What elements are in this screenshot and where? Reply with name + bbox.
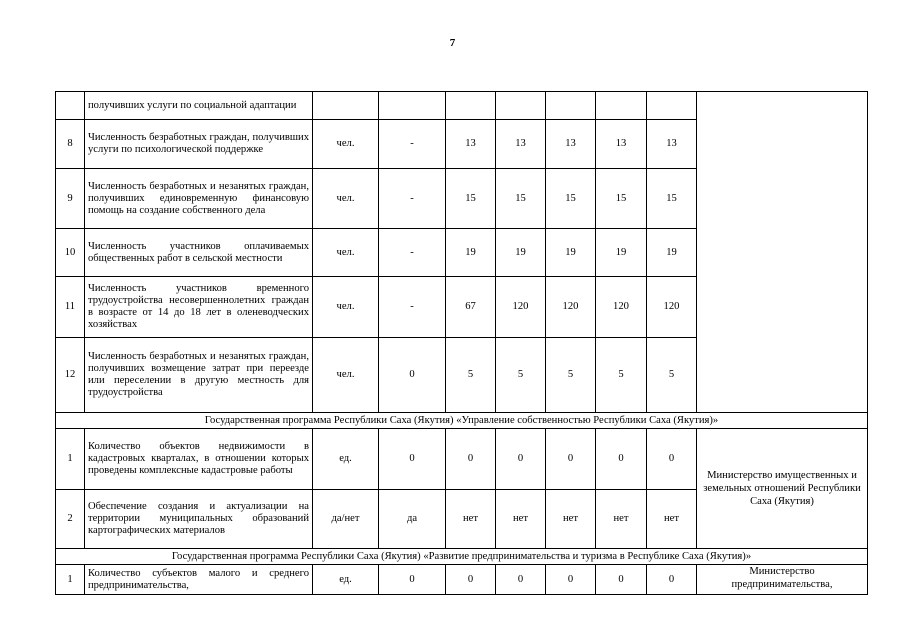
- row-number: 1: [56, 429, 85, 490]
- value-cell: 19: [647, 229, 697, 277]
- value-cell: 120: [596, 277, 647, 338]
- value-cell: 0: [379, 429, 446, 490]
- value-cell: 0: [379, 338, 446, 413]
- value-cell: -: [379, 169, 446, 229]
- empty-cell: [379, 92, 446, 120]
- value-cell: 0: [546, 429, 596, 490]
- value-cell: 15: [446, 169, 496, 229]
- value-cell: 13: [546, 120, 596, 169]
- value-cell: 5: [647, 338, 697, 413]
- section-row: [56, 413, 868, 429]
- indicator-description: Численность безработных и незанятых граждан, получивших единовременную финансовую помощь на создание собственного дела: [85, 169, 313, 229]
- empty-cell: [596, 92, 647, 120]
- empty-cell: [546, 92, 596, 120]
- value-cell: 19: [596, 229, 647, 277]
- indicator-description: Обеспечение создания и актуализации на территории муниципальных образований картографических материалов: [85, 490, 313, 549]
- table-row: [56, 92, 868, 120]
- value-cell: 13: [596, 120, 647, 169]
- empty-cell: [446, 92, 496, 120]
- section-row: [56, 549, 868, 565]
- unit-cell: чел.: [313, 120, 379, 169]
- unit-cell: ед.: [313, 429, 379, 490]
- value-cell: 15: [647, 169, 697, 229]
- responsible-org: Министерство имущественных и земельных отношений Республики Саха (Якутия): [697, 429, 868, 549]
- row-number: 9: [56, 169, 85, 229]
- section-heading: Государственная программа Республики Саха (Якутия) «Развитие предпринимательства и туризма в Республике Саха (Якутия)»: [56, 549, 868, 565]
- value-cell: 0: [496, 565, 546, 595]
- indicator-description: Численность безработных и незанятых граждан, получивших возмещение затрат при переезде или переселении в другую местность для трудоустройства: [85, 338, 313, 413]
- indicator-description: Количество объектов недвижимости в кадастровых кварталах, в отношении которых проведены комплексные кадастровые работы: [85, 429, 313, 490]
- empty-cell: [313, 92, 379, 120]
- page-number: 7: [449, 37, 456, 49]
- value-cell: 120: [546, 277, 596, 338]
- value-cell: -: [379, 229, 446, 277]
- value-cell: 0: [446, 429, 496, 490]
- row-number: 11: [56, 277, 85, 338]
- value-cell: нет: [647, 490, 697, 549]
- value-cell: 0: [496, 429, 546, 490]
- value-cell: нет: [596, 490, 647, 549]
- unit-cell: ед.: [313, 565, 379, 595]
- unit-cell: да/нет: [313, 490, 379, 549]
- value-cell: 120: [647, 277, 697, 338]
- value-cell: 13: [496, 120, 546, 169]
- indicator-description: получивших услуги по социальной адаптации: [85, 92, 313, 120]
- value-cell: 0: [446, 565, 496, 595]
- value-cell: 120: [496, 277, 546, 338]
- value-cell: 0: [647, 429, 697, 490]
- value-cell: 67: [446, 277, 496, 338]
- value-cell: 13: [647, 120, 697, 169]
- empty-cell: [647, 92, 697, 120]
- indicator-description: Численность участников оплачиваемых общественных работ в сельской местности: [85, 229, 313, 277]
- indicators-table: [55, 91, 868, 595]
- value-cell: 19: [446, 229, 496, 277]
- responsible-org: Министерство предпринимательства,: [697, 565, 868, 595]
- value-cell: 15: [496, 169, 546, 229]
- section-heading: Государственная программа Республики Саха (Якутия) «Управление собственностью Республики Саха (Якутия)»: [56, 413, 868, 429]
- row-number: 1: [56, 565, 85, 595]
- indicator-description: Численность участников временного трудоустройства несовершеннолетних граждан в возрасте от 14 до 18 лет в оленеводческих хозяйствах: [85, 277, 313, 338]
- row-number: [56, 92, 85, 120]
- unit-cell: чел.: [313, 229, 379, 277]
- value-cell: 5: [496, 338, 546, 413]
- indicator-description: Численность безработных граждан, получивших услуги по психологической поддержке: [85, 120, 313, 169]
- value-cell: да: [379, 490, 446, 549]
- row-number: 12: [56, 338, 85, 413]
- value-cell: 15: [546, 169, 596, 229]
- value-cell: 5: [546, 338, 596, 413]
- value-cell: 0: [379, 565, 446, 595]
- unit-cell: чел.: [313, 277, 379, 338]
- value-cell: 15: [596, 169, 647, 229]
- value-cell: -: [379, 277, 446, 338]
- value-cell: 13: [446, 120, 496, 169]
- value-cell: -: [379, 120, 446, 169]
- value-cell: 5: [596, 338, 647, 413]
- indicator-description: Количество субъектов малого и среднего предпринимательства,: [85, 565, 313, 595]
- value-cell: 19: [546, 229, 596, 277]
- row-number: 8: [56, 120, 85, 169]
- value-cell: нет: [496, 490, 546, 549]
- table-row: [56, 565, 868, 595]
- row-number: 10: [56, 229, 85, 277]
- table-row: [56, 429, 868, 490]
- responsible-org-cell: [697, 92, 868, 413]
- row-number: 2: [56, 490, 85, 549]
- value-cell: 5: [446, 338, 496, 413]
- value-cell: 0: [596, 429, 647, 490]
- value-cell: нет: [446, 490, 496, 549]
- value-cell: 0: [546, 565, 596, 595]
- unit-cell: чел.: [313, 338, 379, 413]
- empty-cell: [496, 92, 546, 120]
- value-cell: 19: [496, 229, 546, 277]
- value-cell: 0: [647, 565, 697, 595]
- unit-cell: чел.: [313, 169, 379, 229]
- value-cell: 0: [596, 565, 647, 595]
- value-cell: нет: [546, 490, 596, 549]
